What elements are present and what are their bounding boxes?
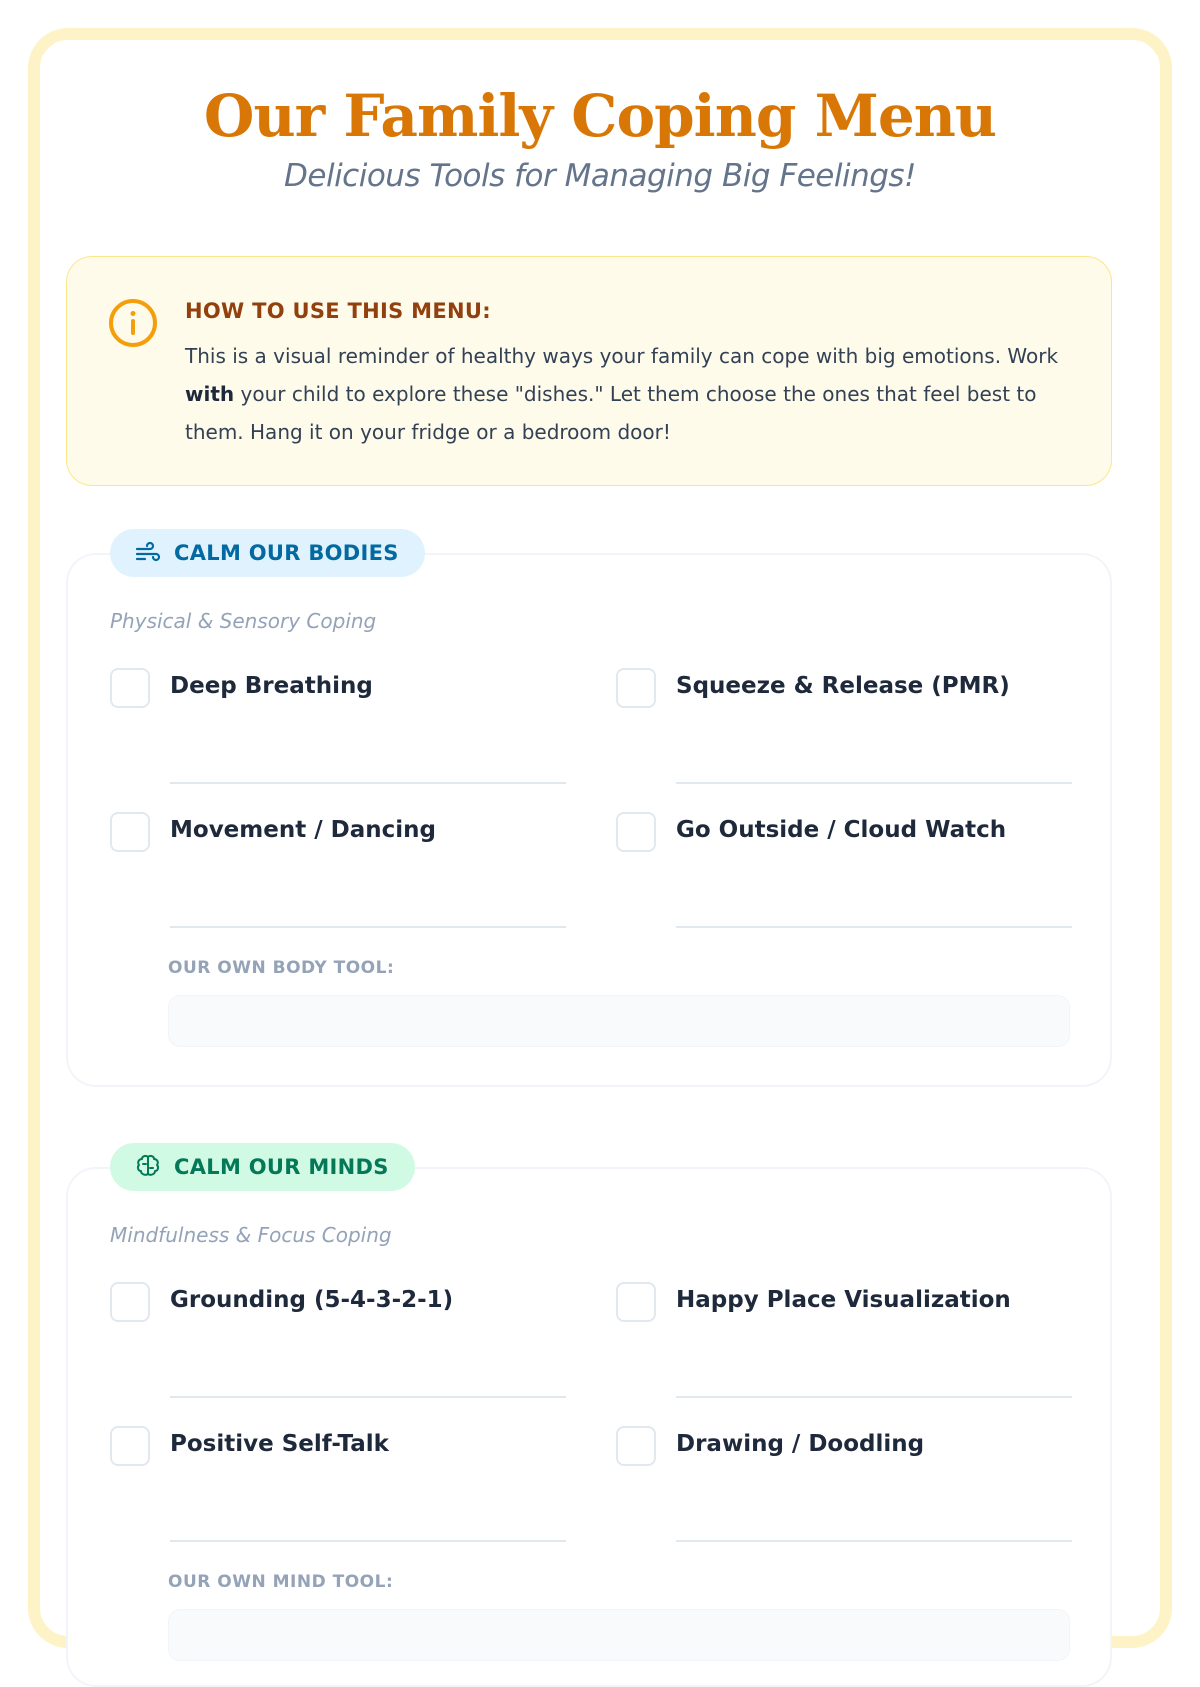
coping-menu-card xyxy=(28,28,1172,1648)
menu-item[interactable] xyxy=(616,812,1076,942)
menu-item[interactable] xyxy=(616,1282,1076,1412)
menu-item[interactable] xyxy=(110,1282,570,1412)
brain-icon xyxy=(134,1153,162,1181)
item-note-line[interactable] xyxy=(170,782,566,784)
info-body: This is a visual reminder of healthy ways your family can cope with big emotions. Work with your child to explore these "dishes." Let them choose the ones that feel best to them. Hang it on your fridge or a bedroom door! xyxy=(185,344,1059,444)
item-note-line[interactable] xyxy=(170,1540,566,1542)
item-checkbox[interactable] xyxy=(616,812,656,852)
own-tool-input[interactable] xyxy=(168,995,1070,1047)
item-note-line[interactable] xyxy=(676,782,1072,784)
item-checkbox[interactable] xyxy=(110,1282,150,1322)
item-note-line[interactable] xyxy=(170,1396,566,1398)
item-checkbox[interactable] xyxy=(110,1426,150,1466)
item-label: Deep Breathing xyxy=(170,673,373,699)
item-label: Grounding (5-4-3-2-1) xyxy=(170,1287,454,1313)
section-calm-bodies xyxy=(66,541,1112,1087)
section-calm-minds xyxy=(66,1155,1112,1687)
item-note-line[interactable] xyxy=(676,1396,1072,1398)
own-tool-input[interactable] xyxy=(168,1609,1070,1661)
item-label: Go Outside / Cloud Watch xyxy=(676,817,1007,843)
item-label: Drawing / Doodling xyxy=(676,1431,925,1457)
page-title: Our Family Coping Menu xyxy=(203,82,997,150)
item-checkbox[interactable] xyxy=(110,668,150,708)
menu-item[interactable] xyxy=(616,1426,1076,1556)
item-checkbox[interactable] xyxy=(616,1282,656,1322)
item-label: Happy Place Visualization xyxy=(676,1287,1011,1313)
item-note-line[interactable] xyxy=(676,926,1072,928)
item-label: Squeeze & Release (PMR) xyxy=(676,673,1010,699)
section-subtitle: Physical & Sensory Coping xyxy=(110,609,377,633)
page-subtitle: Delicious Tools for Managing Big Feelings! xyxy=(284,158,916,194)
section-pill-label: CALM OUR MINDS xyxy=(174,1155,389,1179)
own-tool-label: OUR OWN MIND TOOL: xyxy=(168,1572,394,1592)
section-subtitle: Mindfulness & Focus Coping xyxy=(110,1223,392,1247)
menu-item[interactable] xyxy=(110,668,570,798)
item-note-line[interactable] xyxy=(676,1540,1072,1542)
section-pill-label: CALM OUR BODIES xyxy=(174,541,399,565)
section-pill-bodies xyxy=(110,529,425,577)
item-label: Positive Self-Talk xyxy=(170,1431,389,1457)
item-note-line[interactable] xyxy=(170,926,566,928)
own-tool-label: OUR OWN BODY TOOL: xyxy=(168,958,395,978)
item-checkbox[interactable] xyxy=(616,1426,656,1466)
menu-item[interactable] xyxy=(616,668,1076,798)
item-checkbox[interactable] xyxy=(110,812,150,852)
wind-icon xyxy=(134,539,162,567)
info-circle-icon xyxy=(107,297,159,349)
menu-item[interactable] xyxy=(110,1426,570,1556)
item-label: Movement / Dancing xyxy=(170,817,436,843)
section-pill-minds xyxy=(110,1143,415,1191)
menu-item[interactable] xyxy=(110,812,570,942)
info-heading: HOW TO USE THIS MENU: xyxy=(185,299,491,323)
item-checkbox[interactable] xyxy=(616,668,656,708)
info-box xyxy=(66,256,1112,486)
